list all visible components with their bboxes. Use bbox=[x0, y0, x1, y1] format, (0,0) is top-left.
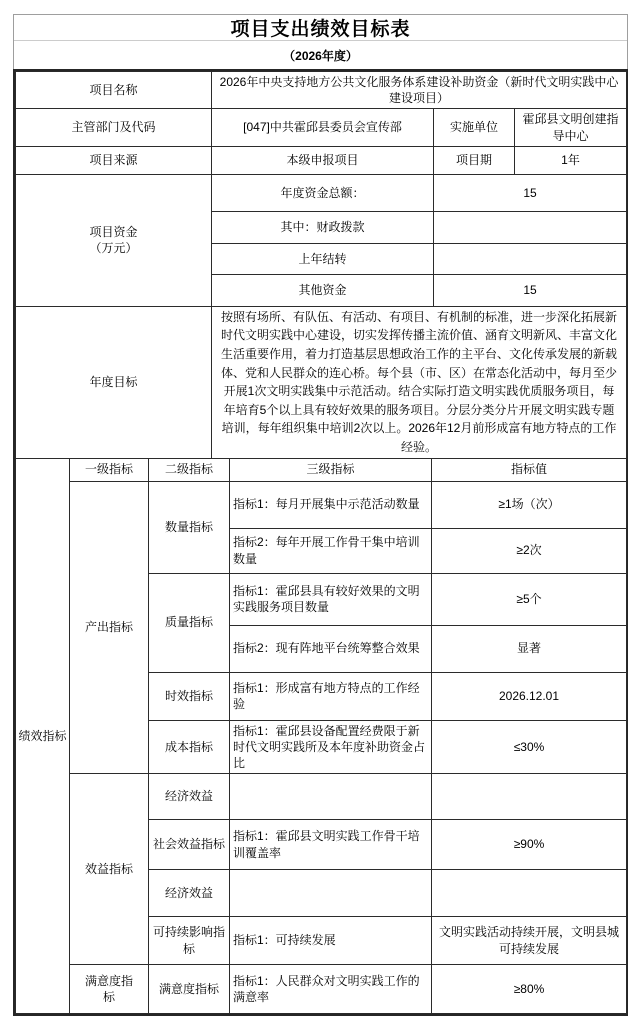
indicator-l2-cell: 社会效益指标 bbox=[149, 820, 230, 870]
group-benefit-label: 效益指标 bbox=[70, 774, 149, 965]
project-period-value: 1年 bbox=[515, 146, 627, 174]
impl-unit-label: 实施单位 bbox=[434, 109, 515, 146]
indicator-l3-cell: 指标2：现有阵地平台统筹整合效果 bbox=[230, 625, 432, 672]
indicator-l3-cell: 指标1：形成富有地方特点的工作经验 bbox=[230, 672, 432, 720]
header-level1: 一级指标 bbox=[70, 458, 149, 481]
annual-goal-label: 年度目标 bbox=[16, 306, 212, 458]
indicator-l2-cell: 经济效益 bbox=[149, 870, 230, 917]
indicator-l3-cell: 指标1：人民群众对文明实践工作的满意率 bbox=[230, 965, 432, 1014]
indicator-l3-cell bbox=[230, 870, 432, 917]
indicator-value-cell: ≥80% bbox=[432, 965, 627, 1014]
indicator-l2-cell: 成本指标 bbox=[149, 720, 230, 774]
funds-carryover-label: 上年结转 bbox=[212, 243, 434, 274]
funds-fiscal-value bbox=[434, 211, 627, 243]
indicator-value-cell: ≥1场（次） bbox=[432, 481, 627, 528]
indicator-value-cell: ≥5个 bbox=[432, 573, 627, 625]
form-table-area bbox=[13, 69, 628, 1016]
indicator-row bbox=[16, 774, 627, 820]
indicator-value-cell: ≥2次 bbox=[432, 528, 627, 573]
header-level3: 三级指标 bbox=[230, 458, 432, 481]
indicator-row bbox=[16, 481, 627, 528]
indicator-l3-cell: 指标1：霍邱县文明实践工作骨干培训覆盖率 bbox=[230, 820, 432, 870]
indicator-l2-cell: 数量指标 bbox=[149, 481, 230, 573]
row-annual-goal bbox=[16, 306, 627, 458]
project-info-table bbox=[15, 71, 627, 459]
indicators-table bbox=[15, 458, 627, 1015]
performance-target-form bbox=[13, 14, 628, 1016]
funds-total-value: 15 bbox=[434, 174, 627, 211]
row-project-name bbox=[16, 72, 627, 109]
indicator-l3-cell: 指标1：可持续发展 bbox=[230, 917, 432, 965]
indicator-l3-cell: 指标1：霍邱县设备配置经费限于新时代文明实践所及本年度补助资金占比 bbox=[230, 720, 432, 774]
title-block bbox=[13, 14, 628, 70]
indicators-header-row bbox=[16, 458, 627, 481]
header-value: 指标值 bbox=[432, 458, 627, 481]
indicator-l2-cell: 可持续影响指标 bbox=[149, 917, 230, 965]
project-period-label: 项目期 bbox=[434, 146, 515, 174]
indicator-value-cell: ≥90% bbox=[432, 820, 627, 870]
indicator-l3-cell bbox=[230, 774, 432, 820]
funds-other-value: 15 bbox=[434, 274, 627, 306]
funds-fiscal-label: 其中：财政拨款 bbox=[212, 211, 434, 243]
indicator-l2-cell: 时效指标 bbox=[149, 672, 230, 720]
indicator-value-cell: ≤30% bbox=[432, 720, 627, 774]
indicator-value-cell: 显著 bbox=[432, 625, 627, 672]
department-label: 主管部门及代码 bbox=[16, 109, 212, 146]
indicator-value-cell bbox=[432, 870, 627, 917]
indicator-row bbox=[16, 965, 627, 1014]
funds-total-label: 年度资金总额： bbox=[212, 174, 434, 211]
form-title: 项目支出绩效目标表 bbox=[14, 15, 627, 41]
impl-unit-value: 霍邱县文明创建指导中心 bbox=[515, 109, 627, 146]
indicator-l2-cell: 经济效益 bbox=[149, 774, 230, 820]
indicator-l2-cell: 质量指标 bbox=[149, 573, 230, 672]
annual-goal-text: 按照有场所、有队伍、有活动、有项目、有机制的标准，进一步深化拓展新时代文明实践中心建设，切实发挥传播主流价值、涵育文明新风、丰富文化生活重要作用，着力打造基层思想政治工作的主平台、文化传承发展的新载体、党和人民群众的连心桥。每个县（市、区）在常态化活动中，每月至少开展1次文明实践集中示范活动。结合实际打造文明实践优质服务项目，每年培育5个以上具有较好效果的服务项目。分层分类分片开展文明实践专题培训，每年组织集中培训2次以上。2026年12月前形成富有地方特点的工作经验。 bbox=[212, 306, 627, 458]
indicator-l3-cell: 指标1：霍邱县具有较好效果的文明实践服务项目数量 bbox=[230, 573, 432, 625]
indicator-value-cell bbox=[432, 774, 627, 820]
row-department bbox=[16, 109, 627, 146]
indicator-value-cell: 文明实践活动持续开展，文明县城可持续发展 bbox=[432, 917, 627, 965]
indicator-value-cell: 2026.12.01 bbox=[432, 672, 627, 720]
indicators-section-label: 绩效指标 bbox=[16, 458, 70, 1014]
indicator-l2-cell: 满意度指标 bbox=[149, 965, 230, 1014]
department-value: [047]中共霍邱县委员会宣传部 bbox=[212, 109, 434, 146]
funds-label-line1: 项目资金 bbox=[89, 225, 138, 240]
funds-label-line2: （万元） bbox=[89, 241, 138, 256]
indicator-l3-cell: 指标2：每年开展工作骨干集中培训数量 bbox=[230, 528, 432, 573]
row-project-source bbox=[16, 146, 627, 174]
row-funds-total bbox=[16, 174, 627, 211]
project-source-label: 项目来源 bbox=[16, 146, 212, 174]
funds-label bbox=[16, 174, 212, 306]
project-name-value: 2026年中央支持地方公共文化服务体系建设补助资金（新时代文明实践中心建设项目） bbox=[212, 72, 627, 109]
project-name-label: 项目名称 bbox=[16, 72, 212, 109]
project-source-value: 本级申报项目 bbox=[212, 146, 434, 174]
header-level2: 二级指标 bbox=[149, 458, 230, 481]
form-subtitle: （2026年度） bbox=[283, 48, 358, 63]
funds-other-label: 其他资金 bbox=[212, 274, 434, 306]
group-satisfaction-label: 满意度指标 bbox=[70, 965, 149, 1014]
funds-carryover-value bbox=[434, 243, 627, 274]
indicator-l3-cell: 指标1：每月开展集中示范活动数量 bbox=[230, 481, 432, 528]
group-output-label: 产出指标 bbox=[70, 481, 149, 774]
